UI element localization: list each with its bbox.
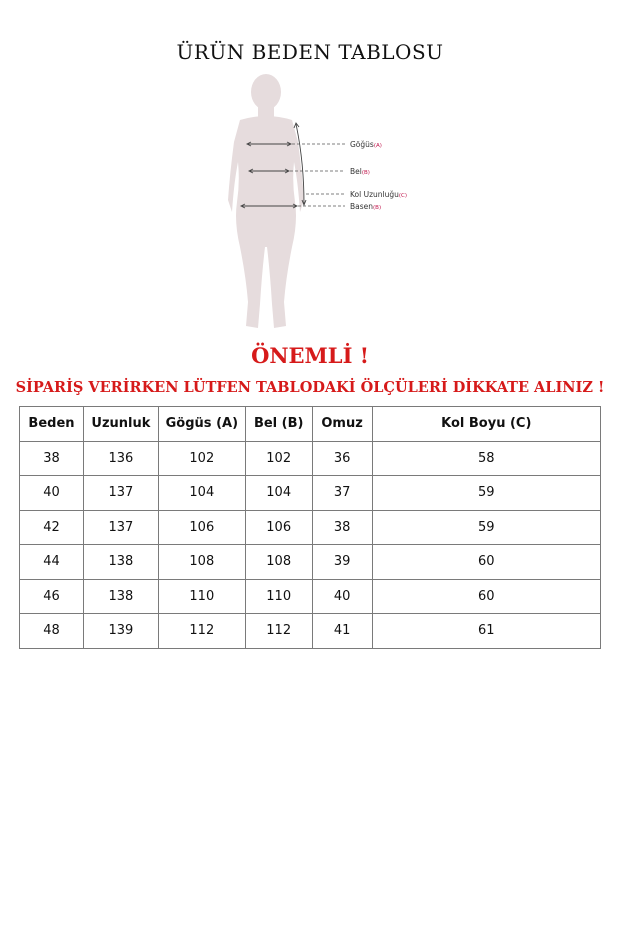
label-basen: Basen bbox=[350, 202, 374, 211]
table-cell: 104 bbox=[158, 476, 245, 511]
table-cell: 37 bbox=[312, 476, 372, 511]
important-heading: ÖNEMLİ ! bbox=[251, 343, 369, 368]
silhouette-diagram bbox=[200, 72, 440, 334]
header-kol-boyu: Kol Boyu (C) bbox=[372, 407, 600, 442]
label-bel-code: (B) bbox=[361, 170, 370, 176]
table-cell: 139 bbox=[83, 614, 158, 649]
table-cell: 60 bbox=[372, 579, 600, 614]
header-bel: Bel (B) bbox=[245, 407, 312, 442]
table-cell: 39 bbox=[312, 545, 372, 580]
table-cell: 106 bbox=[158, 510, 245, 545]
header-gogus: Gögüs (A) bbox=[158, 407, 245, 442]
header-beden: Beden bbox=[20, 407, 84, 442]
table-cell: 40 bbox=[20, 476, 84, 511]
table-cell: 108 bbox=[245, 545, 312, 580]
important-notice: SİPARİŞ VERİRKEN LÜTFEN TABLODAKİ ÖLÇÜLERİ DİKKATE ALINIZ ! bbox=[15, 379, 605, 396]
header-uzunluk: Uzunluk bbox=[83, 407, 158, 442]
label-kol-code: (C) bbox=[398, 193, 408, 199]
label-kol-uzunlugu: Kol Uzunluğu bbox=[350, 190, 399, 199]
table-cell: 44 bbox=[20, 545, 84, 580]
silhouette-icon bbox=[228, 74, 304, 328]
table-row bbox=[20, 614, 601, 649]
table-row bbox=[20, 579, 601, 614]
table-cell: 136 bbox=[83, 441, 158, 476]
svg-text:Kol Uzunluğu(C) bbox=[350, 190, 407, 199]
table-cell: 48 bbox=[20, 614, 84, 649]
table-cell: 110 bbox=[245, 579, 312, 614]
svg-text:Basen(B) bbox=[350, 202, 381, 211]
table-cell: 102 bbox=[245, 441, 312, 476]
table-row bbox=[20, 441, 601, 476]
table-cell: 137 bbox=[83, 510, 158, 545]
table-cell: 102 bbox=[158, 441, 245, 476]
table-cell: 60 bbox=[372, 545, 600, 580]
table-cell: 112 bbox=[245, 614, 312, 649]
table-cell: 61 bbox=[372, 614, 600, 649]
table-cell: 112 bbox=[158, 614, 245, 649]
measurement-labels bbox=[350, 140, 407, 211]
table-row bbox=[20, 545, 601, 580]
svg-text:Göğüs(A) bbox=[350, 140, 382, 149]
label-bel: Bel bbox=[350, 167, 362, 176]
svg-text:Bel(B) bbox=[350, 167, 370, 176]
label-basen-code: (B) bbox=[373, 205, 382, 211]
table-cell: 108 bbox=[158, 545, 245, 580]
size-table bbox=[19, 406, 601, 649]
table-cell: 138 bbox=[83, 579, 158, 614]
table-cell: 40 bbox=[312, 579, 372, 614]
table-cell: 38 bbox=[20, 441, 84, 476]
table-cell: 137 bbox=[83, 476, 158, 511]
label-gogus-code: (A) bbox=[373, 143, 382, 149]
body-measurement-figure bbox=[200, 72, 440, 334]
table-row bbox=[20, 510, 601, 545]
table-cell: 138 bbox=[83, 545, 158, 580]
table-row bbox=[20, 476, 601, 511]
table-cell: 46 bbox=[20, 579, 84, 614]
table-cell: 58 bbox=[372, 441, 600, 476]
table-header-row bbox=[20, 407, 601, 442]
table-cell: 59 bbox=[372, 476, 600, 511]
table-cell: 110 bbox=[158, 579, 245, 614]
table-cell: 106 bbox=[245, 510, 312, 545]
table-cell: 59 bbox=[372, 510, 600, 545]
table-cell: 38 bbox=[312, 510, 372, 545]
page-title: ÜRÜN BEDEN TABLOSU bbox=[176, 40, 444, 64]
table-cell: 36 bbox=[312, 441, 372, 476]
table-cell: 42 bbox=[20, 510, 84, 545]
header-omuz: Omuz bbox=[312, 407, 372, 442]
table-cell: 104 bbox=[245, 476, 312, 511]
table-cell: 41 bbox=[312, 614, 372, 649]
label-gogus: Göğüs bbox=[350, 140, 374, 149]
